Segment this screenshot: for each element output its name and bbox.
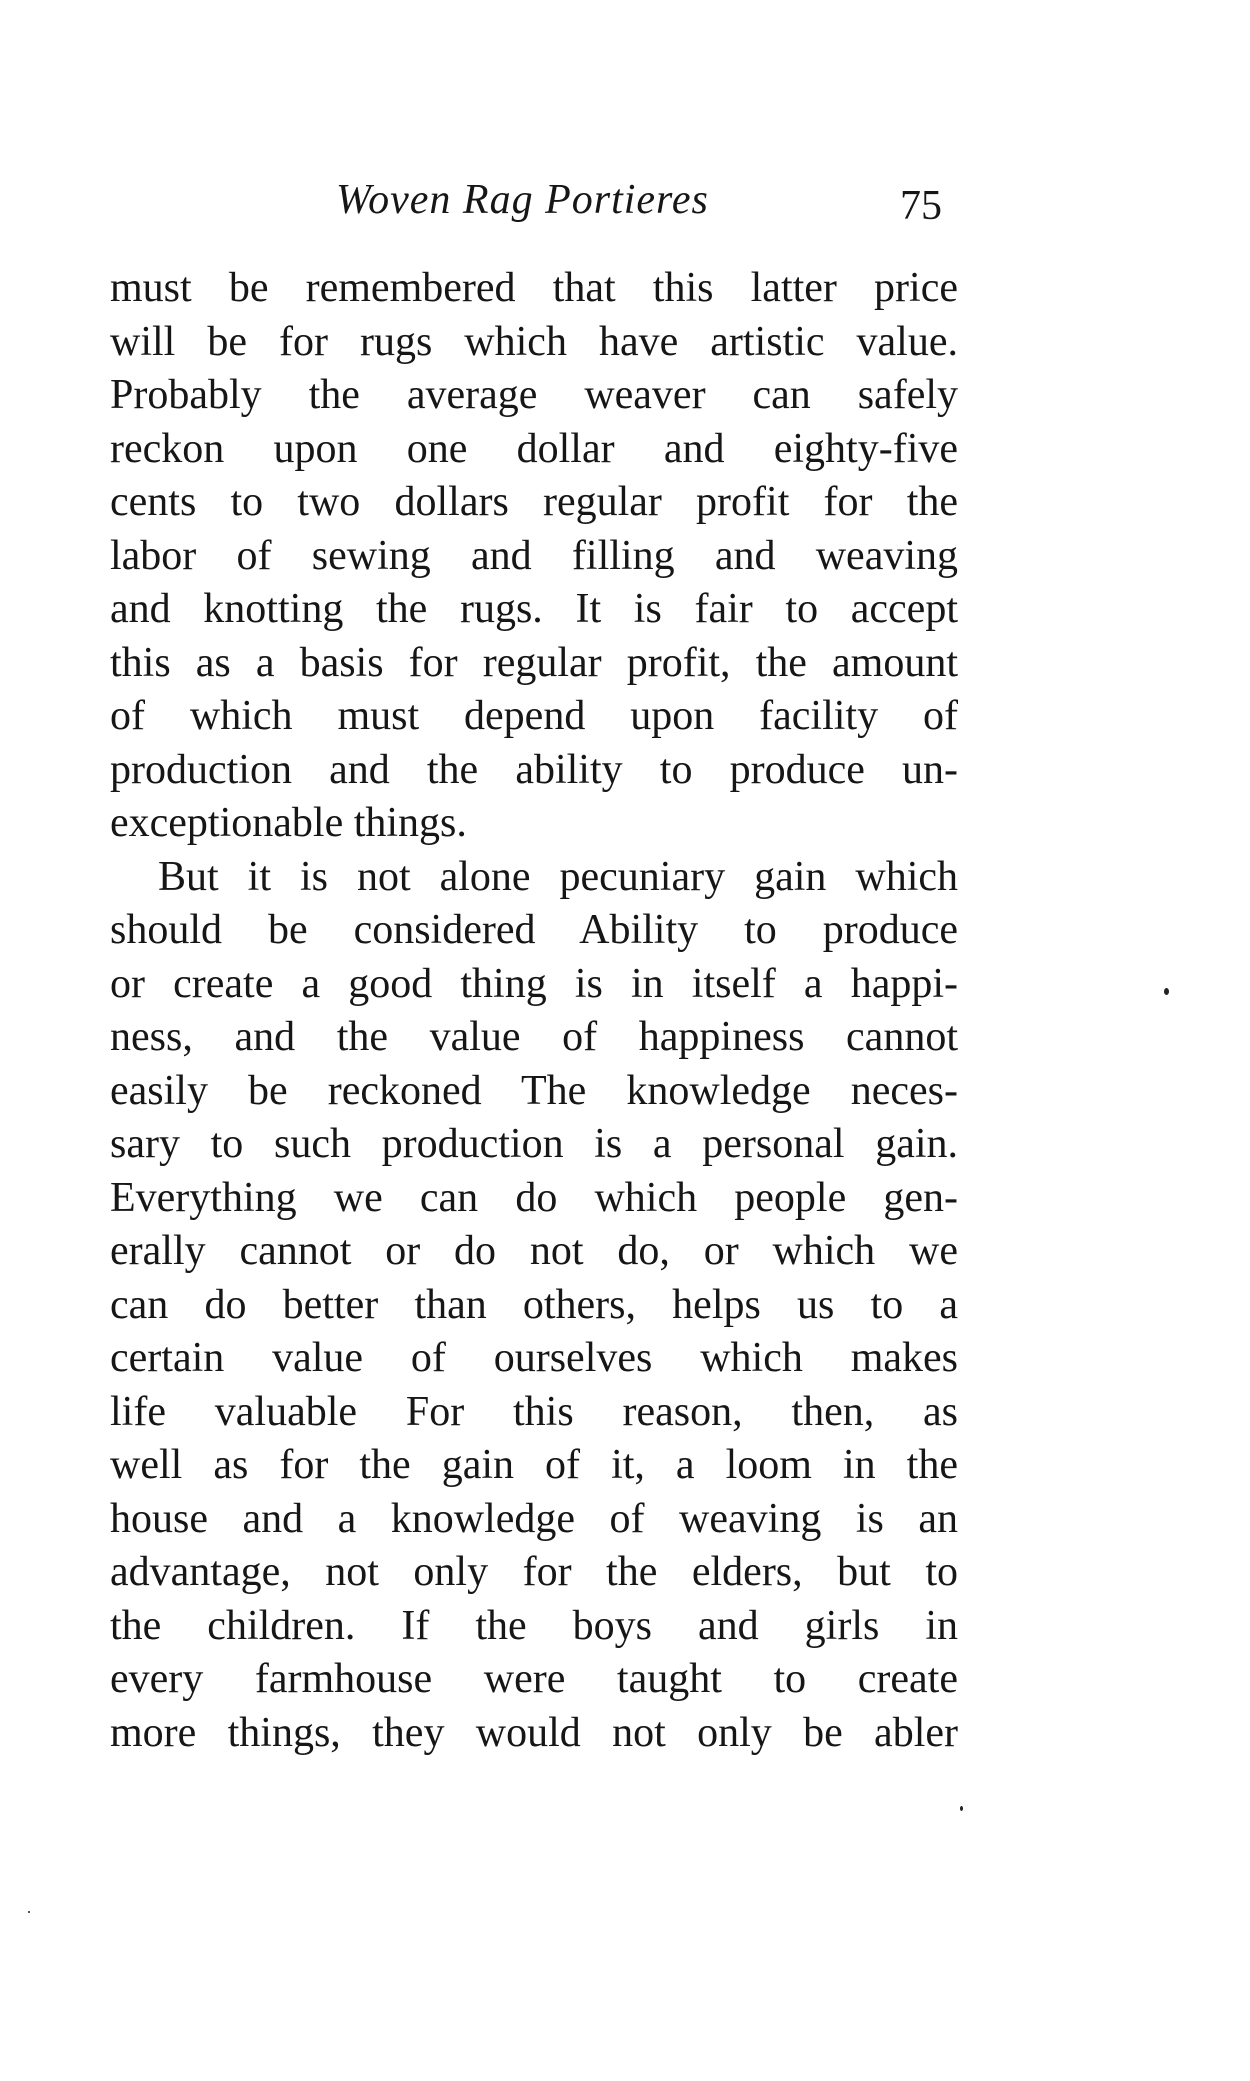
body-text [110, 262, 958, 1760]
text-line: should be considered Ability to produce [110, 907, 958, 953]
text-line: this as a basis for regular profit, the amount [110, 639, 958, 686]
text-line: Probably the average weaver can safely [110, 372, 958, 418]
text-line: cents to two dollars regular profit for the [110, 479, 958, 525]
text-line: easily be reckoned The knowledge neces- [110, 1067, 958, 1114]
text-line: Everything we can do which people gen- [110, 1174, 958, 1221]
text-line: and knotting the rugs. It is fair to accept [110, 586, 958, 632]
text-line: every farmhouse were taught to create [110, 1656, 958, 1702]
text-line: or create a good thing is in itself a happi- [110, 960, 958, 1007]
running-title: Woven Rag Portieres [336, 177, 709, 223]
paragraph-1 [110, 262, 958, 851]
text-line: ness, and the value of happiness cannot [110, 1014, 958, 1060]
text-line: production and the ability to produce un- [110, 746, 958, 793]
text-line: exceptionable things. [110, 800, 467, 846]
text-line: advantage, not only for the elders, but to [110, 1549, 958, 1595]
text-line: certain value of ourselves which makes [110, 1335, 958, 1381]
text-line: house and a knowledge of weaving is an [110, 1495, 958, 1542]
page-number: 75 [900, 183, 942, 229]
scan-speck [960, 1806, 963, 1811]
text-line: labor of sewing and filling and weaving [110, 532, 958, 579]
text-line: sary to such production is a personal gain. [110, 1121, 958, 1167]
text-line: more things, they would not only be abler [110, 1709, 958, 1756]
text-line: reckon upon one dollar and eighty-five [110, 425, 958, 472]
scan-speck [1164, 988, 1169, 995]
text-line: the children. If the boys and girls in [110, 1602, 958, 1649]
text-line: But it is not alone pecuniary gain which [158, 853, 958, 900]
text-line: erally cannot or do not do, or which we [110, 1228, 958, 1274]
text-line: life valuable For this reason, then, as [110, 1388, 958, 1435]
paragraph-2 [110, 851, 958, 1761]
text-line: of which must depend upon facility of [110, 693, 958, 739]
text-line: well as for the gain of it, a loom in the [110, 1442, 958, 1488]
text-line: can do better than others, helps us to a [110, 1281, 958, 1328]
text-line: must be remembered that this latter price [110, 265, 958, 311]
scan-speck [28, 1911, 30, 1913]
text-line: will be for rugs which have artistic value. [110, 318, 958, 365]
